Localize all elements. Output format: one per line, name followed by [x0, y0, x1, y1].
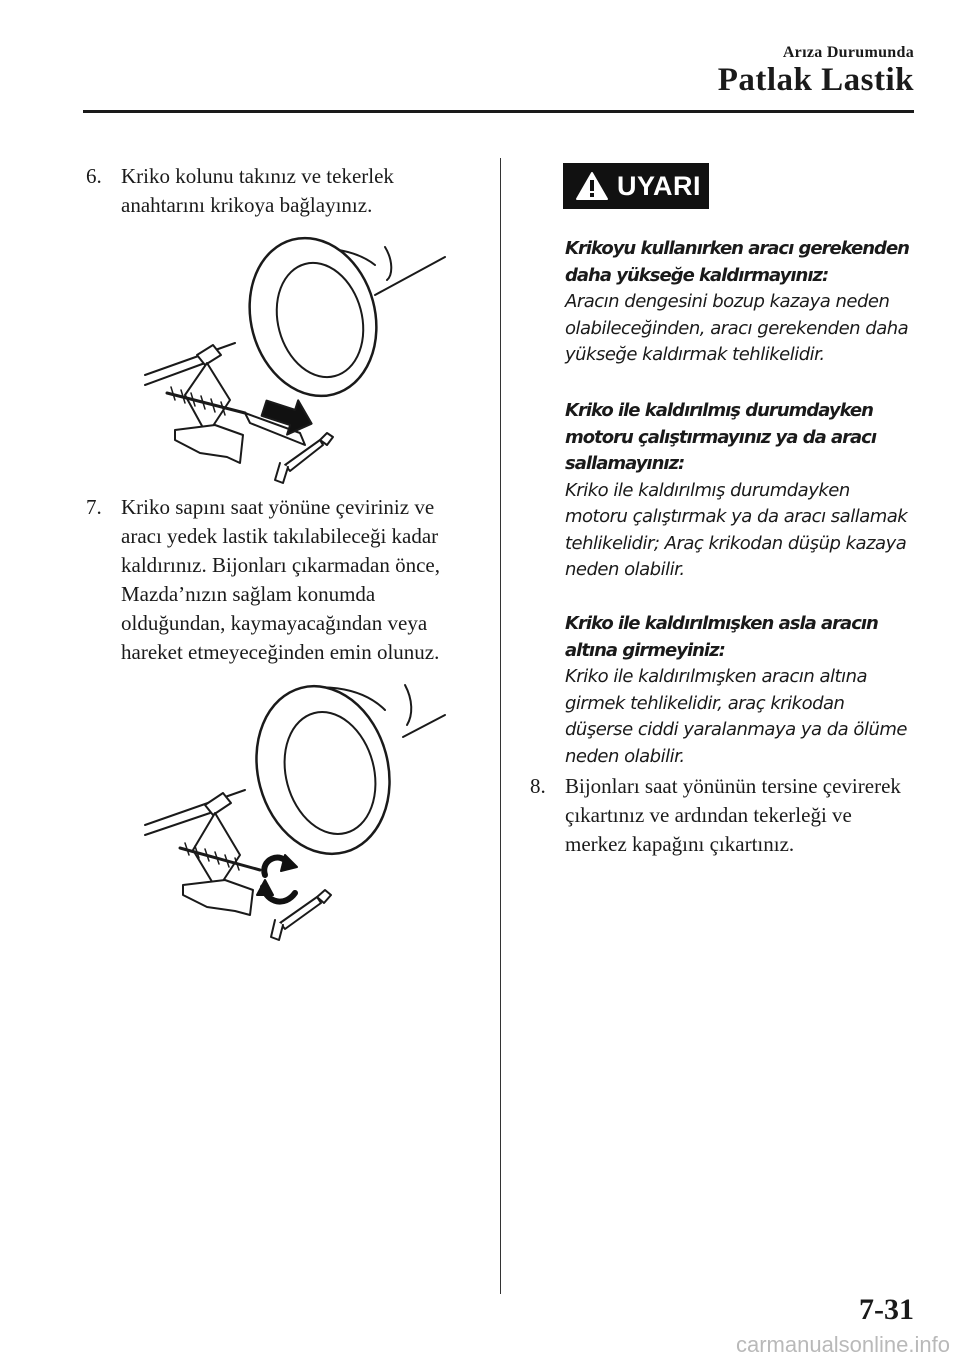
page-number: 7-31	[859, 1293, 914, 1326]
warning-heading: Kriko ile kaldırılmış durumdayken motoru çalıştırmayınız ya da aracı sallamayınız:	[565, 400, 877, 474]
page-title: Patlak Lastik	[717, 62, 914, 98]
tire-icon	[238, 675, 408, 869]
step-7	[86, 493, 476, 667]
jack-handle-illustration	[135, 235, 460, 490]
warning-item-2	[565, 398, 915, 584]
warning-body: Kriko ile kaldırılmışken aracın altına girmek tehlikelidir, araç krikodan düşerse ciddi yaralanmaya ya da ölüme neden olabilir.	[565, 666, 907, 767]
clockwise-rotate-icon	[257, 855, 297, 902]
warning-heading: Kriko ile kaldırılmışken asla aracın altına girmeyiniz:	[565, 613, 878, 661]
warning-body: Aracın dengesini bozup kazaya neden olabileceğinden, aracı gerekenden daha yükseğe kaldırmak tehlikelidir.	[565, 291, 909, 365]
jack-raise-illustration	[135, 675, 460, 945]
warning-body: Kriko ile kaldırılmış durumdayken motoru çalıştırmak ya da aracı sallamak tehlikelidir; Araç krikodan düşüp kazaya neden olabilir.	[565, 479, 908, 580]
warning-badge	[563, 163, 709, 209]
section-title: Arıza Durumunda	[782, 44, 914, 61]
step-number: 7.	[86, 495, 102, 519]
warning-item-3	[565, 611, 915, 770]
step-8	[530, 772, 910, 859]
warning-heading: Krikoyu kullanırken aracı gerekenden daha yükseğe kaldırmayınız:	[565, 238, 909, 286]
warning-item-1	[565, 236, 915, 369]
step-6	[86, 162, 476, 220]
lug-wrench-icon	[271, 890, 331, 940]
push-arrow-icon	[259, 391, 318, 441]
step-text: Bijonları saat yönünün tersine çevirerek çıkartınız ve ardından tekerleği ve merkez kapağını çıkartınız.	[565, 774, 901, 856]
warning-label: UYARI	[617, 170, 702, 201]
step-number: 8.	[530, 774, 546, 798]
warning-triangle-icon	[575, 171, 609, 201]
step-number: 6.	[86, 164, 102, 188]
watermark: carmanualsonline.info	[735, 1332, 950, 1357]
column-divider	[500, 158, 501, 1294]
scissor-jack-icon	[180, 793, 260, 915]
step-text: Kriko sapını saat yönüne çeviriniz ve aracı yedek lastik takılabileceği kadar kaldırınız. Bijonları çıkarmadan önce, Mazda’nızın sağlam konumda olduğundan, kaymayacağından veya hareket etmeyeceğinden emin olunuz.	[121, 495, 440, 664]
step-text: Kriko kolunu takınız ve tekerlek anahtarını krikoya bağlayınız.	[121, 164, 394, 217]
header-rule	[83, 110, 914, 113]
